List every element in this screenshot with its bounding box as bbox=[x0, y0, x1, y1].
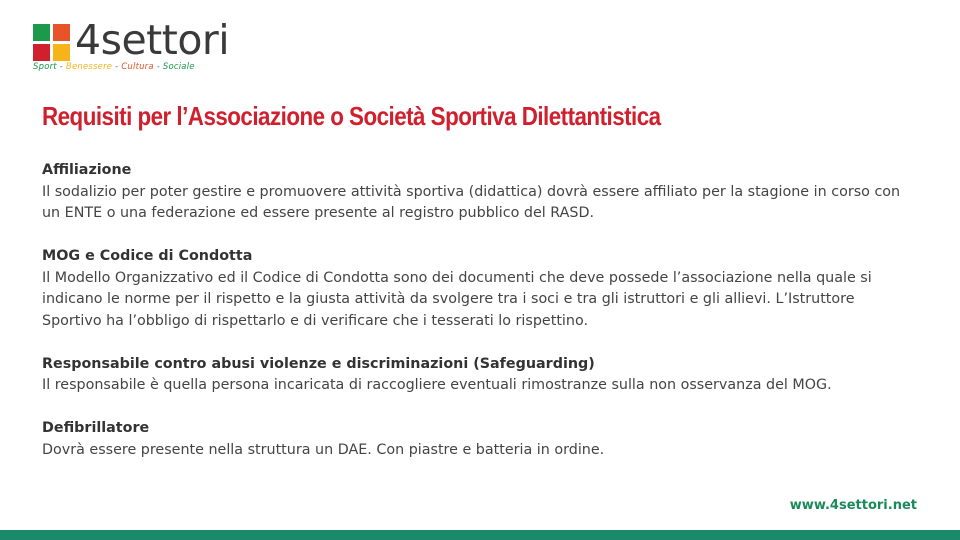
section-text: Il Modello Organizzativo ed il Codice di Condotta sono dei documenti che deve possede l’associazione nella quale si indicano le norme per il rispetto e la giusta attività da svolgere tra i soci e tra gli istruttori e gli allievi. L’Istruttore Sportivo ha l’obbligo di rispettarlo e di verificare che i tesserati lo rispettino. bbox=[42, 269, 872, 329]
logo-square-red bbox=[33, 44, 50, 61]
brand-logo bbox=[33, 16, 248, 74]
tagline-separator: - bbox=[112, 62, 122, 72]
section-affiliazione bbox=[42, 160, 912, 225]
logo-square-yellow bbox=[53, 44, 70, 61]
logo-squares-icon bbox=[33, 24, 71, 62]
logo-square-green bbox=[33, 24, 50, 41]
tagline-separator: - bbox=[153, 62, 163, 72]
website-link[interactable]: www.4settori.net bbox=[789, 498, 917, 513]
logo-square-orange bbox=[53, 24, 70, 41]
section-mog-codice bbox=[42, 246, 912, 332]
section-text: Il responsabile è quella persona incaricata di raccogliere eventuali rimostranze sulla non osservanza del MOG. bbox=[42, 377, 832, 393]
requirements-list bbox=[42, 160, 912, 483]
page-title: Requisiti per l’Associazione o Società Sportiva Dilettantistica bbox=[42, 101, 661, 131]
logo-tagline bbox=[33, 62, 195, 73]
section-heading: MOG e Codice di Condotta bbox=[42, 248, 253, 264]
tagline-benessere: Benessere bbox=[65, 62, 113, 72]
footer-bar bbox=[0, 530, 960, 540]
section-heading: Responsabile contro abusi violenze e discriminazioni (Safeguarding) bbox=[42, 355, 595, 372]
tagline-sport: Sport bbox=[33, 62, 57, 72]
section-heading: Defibrillatore bbox=[42, 420, 150, 436]
tagline-cultura: Cultura bbox=[121, 62, 154, 72]
section-defibrillatore bbox=[42, 418, 912, 461]
section-heading: Affiliazione bbox=[42, 162, 132, 178]
section-safeguarding bbox=[42, 354, 912, 397]
section-text: Dovrà essere presente nella struttura un DAE. Con piastre e batteria in ordine. bbox=[42, 441, 605, 458]
logo-wordmark: 4settori bbox=[75, 16, 230, 64]
tagline-sociale: Sociale bbox=[162, 62, 195, 72]
tagline-separator: - bbox=[56, 62, 66, 72]
section-text: Il sodalizio per poter gestire e promuovere attività sportiva (didattica) dovrà essere affiliato per la stagione in corso con un ENTE o una federazione ed essere presente al registro pubblico del RASD. bbox=[42, 183, 901, 221]
